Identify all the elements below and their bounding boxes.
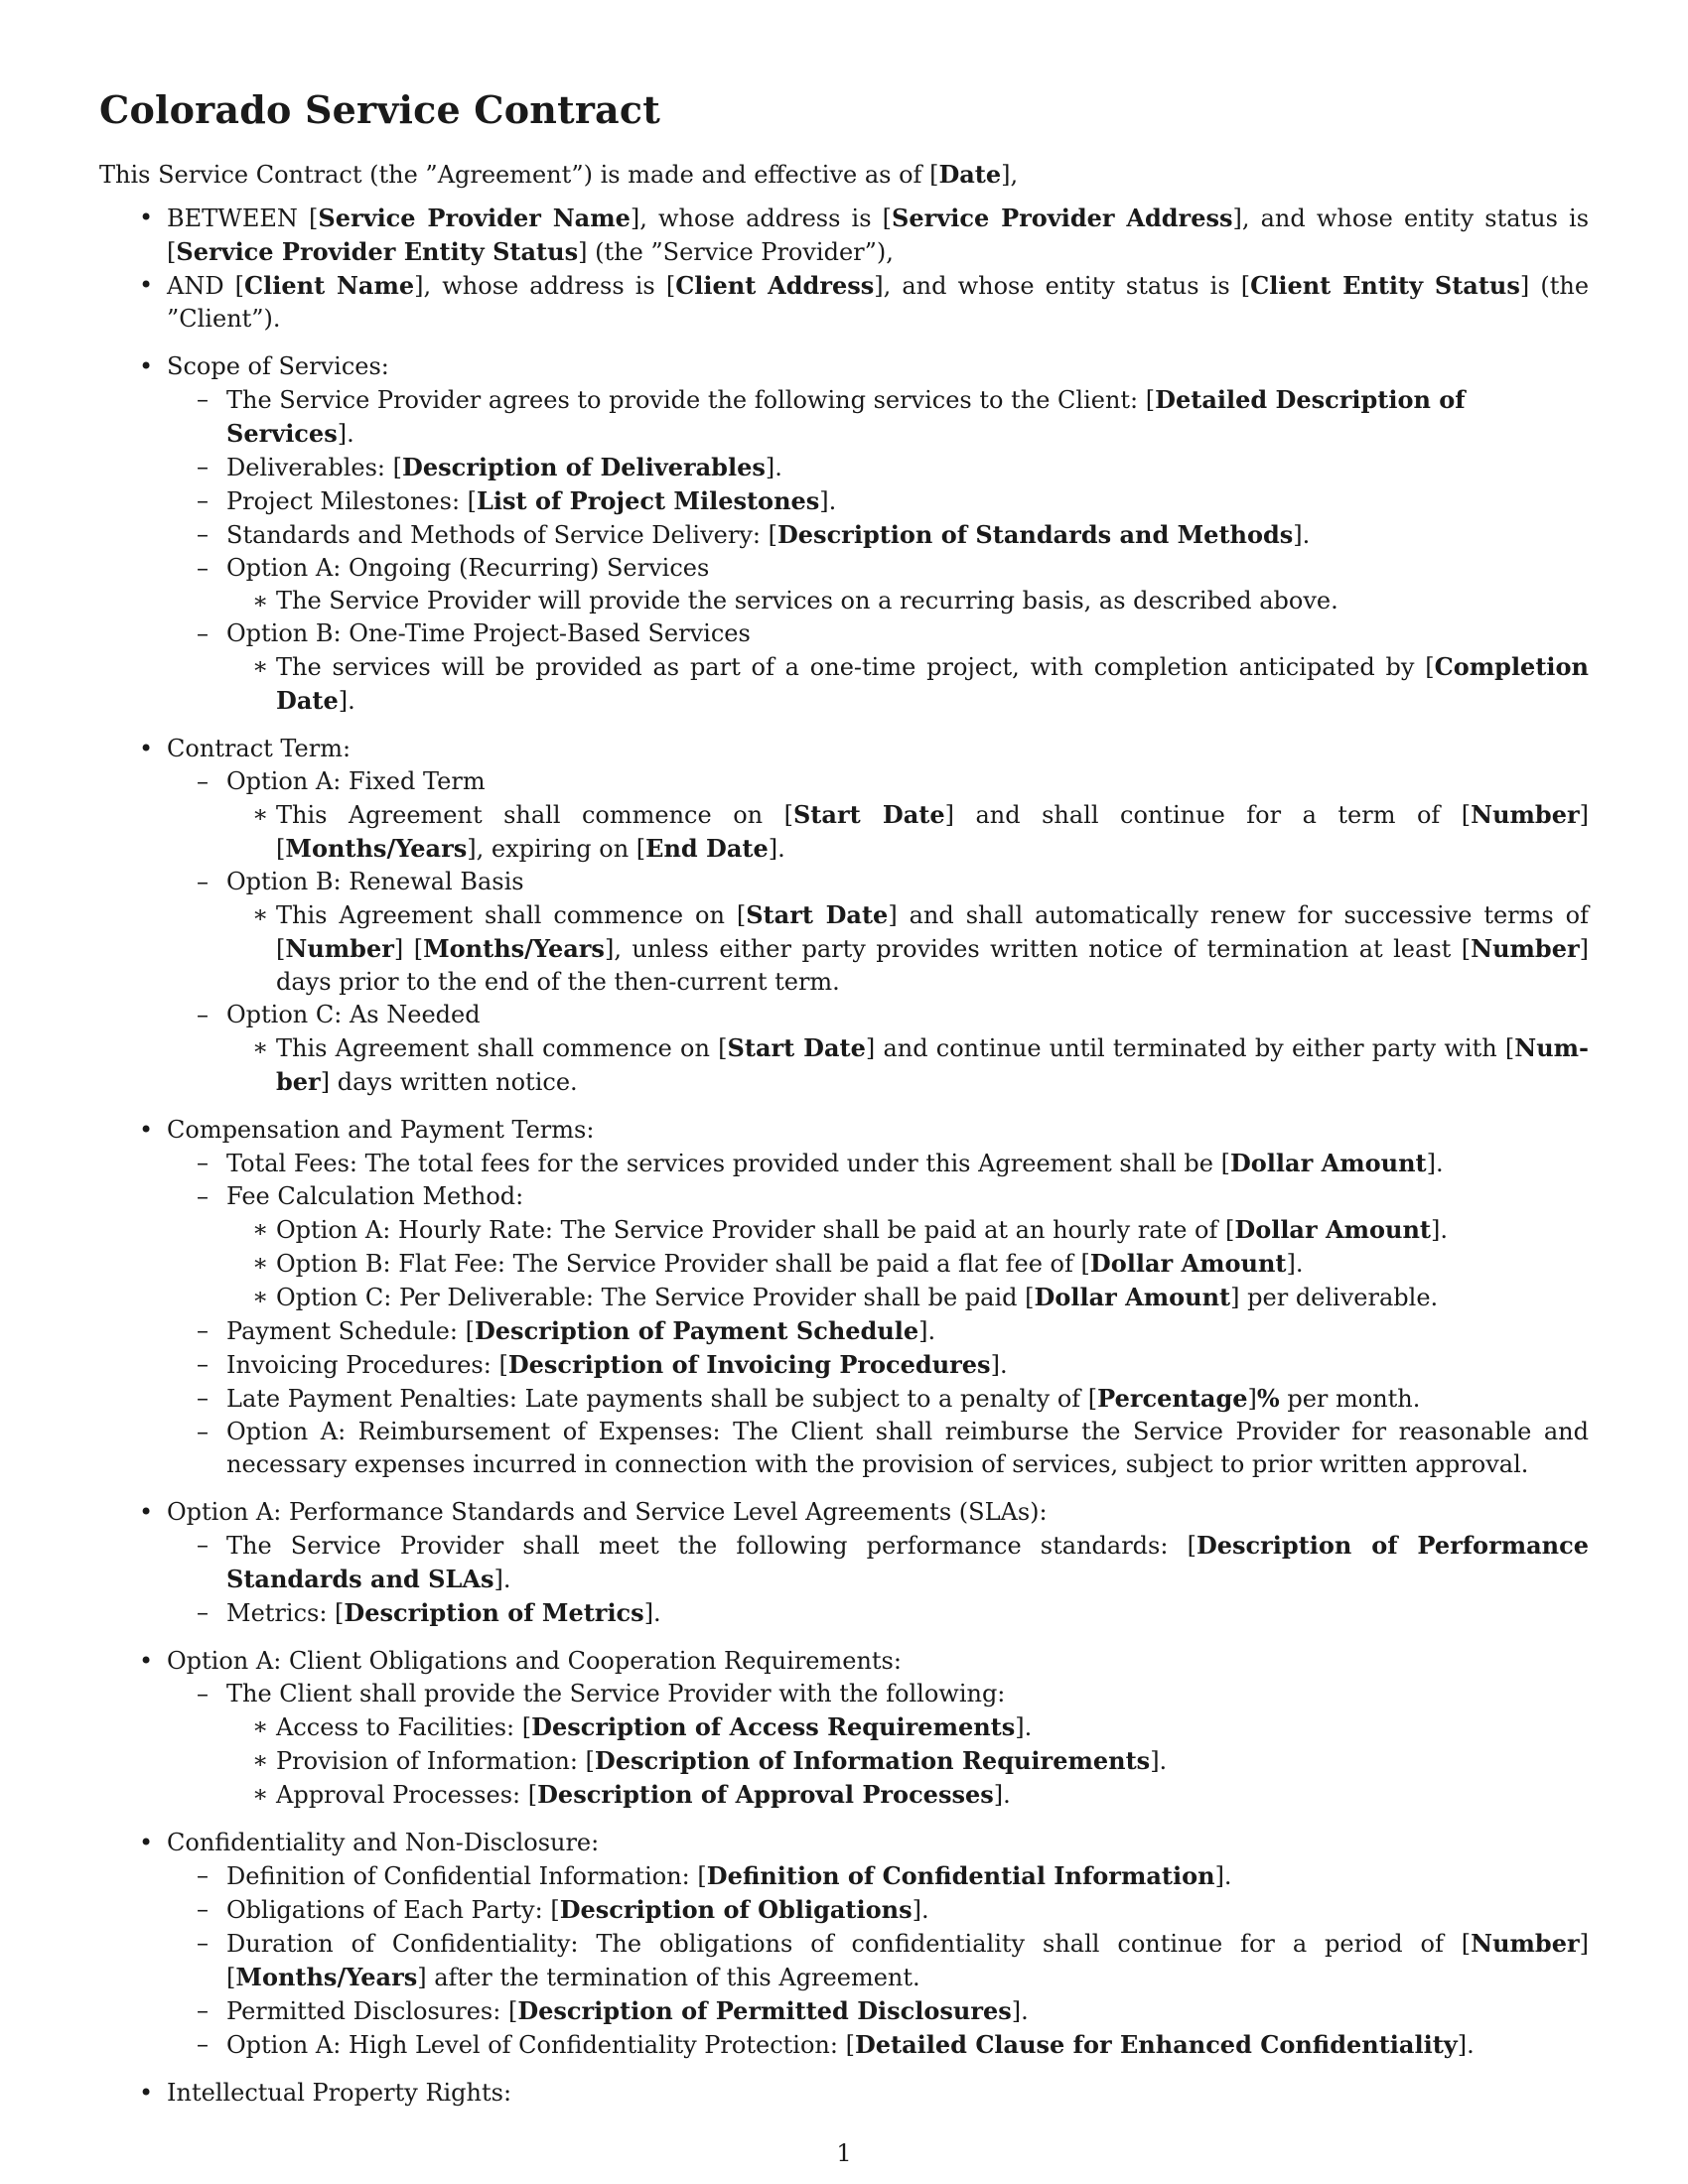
list-item: ∗ Provision of Information: [Description of Information Requirements]. (226, 1744, 1589, 1778)
party-client: • AND [Client Name], whose address is [Client Address], and whose entity status is [Client Entity Status] (the ”Client”). (99, 269, 1589, 336)
list-item: ∗ This Agreement shall commence on [Start Date] and shall automatically renew for successive terms of [Number] [Months/Years], unless either party provides written notice of termination at least [Number] days prior to the end of the then-current term. (226, 898, 1589, 999)
list-item: – Deliverables: [Description of Deliverables]. (167, 451, 1589, 484)
list-item: – Option A: Ongoing (Recurring) Services ∗ The Service Provider will provide the services on a recurring basis, as described above. (167, 552, 1589, 617)
list-item: ∗ This Agreement shall commence on [Start Date] and shall continue for a term of [Number] [Months/Years], expiring on [End Date]. (226, 798, 1589, 866)
section-heading: Option A: Performance Standards and Service Level Agreements (SLAs): (167, 1498, 1048, 1526)
list-item: – Late Payment Penalties: Late payments shall be subject to a penalty of [Percentage]% per month. (167, 1382, 1589, 1416)
list-item: ∗ Access to Facilities: [Description of Access Requirements]. (226, 1710, 1589, 1744)
page-number: 1 (836, 2139, 852, 2167)
list-item: – Payment Schedule: [Description of Payment Schedule]. (167, 1314, 1589, 1348)
list-item: ∗ This Agreement shall commence on [Start Date] and continue until terminated by either party with [Number] days written notice. (226, 1031, 1589, 1099)
list-item: – Option B: Renewal Basis ∗ This Agreement shall commence on [Start Date] and shall automatically renew for successive terms of [Number] [Months/Years], unless either party provides written notice of termination at least [Number] days prior to the end of the then-current term. (167, 866, 1589, 999)
section-heading: Confidentiality and Non-Disclosure: (167, 1829, 600, 1856)
section-client-obligations (99, 1645, 1589, 1812)
section-confidentiality (99, 1827, 1589, 2062)
list-item: – Duration of Confidentiality: The obligations of confidentiality shall continue for a period of [Number] [Months/Years] after the termination of this Agreement. (167, 1927, 1589, 1994)
section-ip (99, 2077, 1589, 2110)
list-item: ∗ Option A: Hourly Rate: The Service Provider shall be paid at an hourly rate of [Dollar Amount]. (226, 1213, 1589, 1247)
list-item: ∗ The services will be provided as part of a one-time project, with completion anticipated by [Completion Date]. (226, 650, 1589, 718)
section-heading: Intellectual Property Rights: (167, 2079, 512, 2107)
list-item: ∗ Option B: Flat Fee: The Service Provider shall be paid a flat fee of [Dollar Amount]. (226, 1247, 1589, 1281)
document-title: Colorado Service Contract (99, 87, 660, 132)
list-item: – The Service Provider shall meet the following performance standards: [Description of Performance Standards and SLAs]. (167, 1529, 1589, 1596)
list-item: – Obligations of Each Party: [Description of Obligations]. (167, 1893, 1589, 1927)
list-item: – Invoicing Procedures: [Description of Invoicing Procedures]. (167, 1348, 1589, 1382)
list-item: – Option C: As Needed ∗ This Agreement shall commence on [Start Date] and continue until terminated by either party with [Number] days written notice. (167, 999, 1589, 1099)
list-item: – Definition of Confidential Information: [Definition of Confidential Information]. (167, 1859, 1589, 1893)
list-item: – Standards and Methods of Service Delivery: [Description of Standards and Methods]. (167, 518, 1589, 552)
section-scope (99, 350, 1589, 718)
list-item: ∗ Approval Processes: [Description of Approval Processes]. (226, 1778, 1589, 1812)
section-compensation (99, 1114, 1589, 1481)
list-item: – Option B: One-Time Project-Based Services ∗ The services will be provided as part of a one-time project, with completion anticipated by [Completion Date]. (167, 617, 1589, 718)
list-item: – Option A: Reimbursement of Expenses: The Client shall reimburse the Service Provider for reasonable and necessary expenses incurred in connection with the provision of services, subject to prior written approval. (167, 1416, 1589, 1481)
list-item: – Total Fees: The total fees for the services provided under this Agreement shall be [Dollar Amount]. (167, 1147, 1589, 1180)
parties-list (99, 202, 1589, 336)
list-item: ∗ The Service Provider will provide the services on a recurring basis, as described above. (226, 585, 1589, 617)
section-term (99, 733, 1589, 1099)
list-item: ∗ Option C: Per Deliverable: The Service Provider shall be paid [Dollar Amount] per deliverable. (226, 1281, 1589, 1314)
list-item: – Option A: High Level of Confidentiality Protection: [Detailed Clause for Enhanced Confidentiality]. (167, 2028, 1589, 2062)
section-heading: Compensation and Payment Terms: (167, 1116, 595, 1144)
list-item: – Permitted Disclosures: [Description of Permitted Disclosures]. (167, 1994, 1589, 2028)
list-item: – Fee Calculation Method: ∗ Option A: Hourly Rate: The Service Provider shall be paid at an hourly rate of [Dollar Amount]. ∗ Option B: Flat Fee: The Service Provider shall be paid a flat fee of [Dollar Amount]. ∗ Option C: Per Deliverable: The Service Provider shall be paid [Dollar Amount] per deliverable. (167, 1180, 1589, 1314)
section-heading: Scope of Services: (167, 352, 389, 380)
placeholder-date: Date (938, 160, 1002, 189)
section-heading: Option A: Client Obligations and Cooperation Requirements: (167, 1647, 902, 1675)
list-item: – Metrics: [Description of Metrics]. (167, 1596, 1589, 1630)
list-item: – The Client shall provide the Service Provider with the following: ∗ Access to Facilities: [Description of Access Requirements]. ∗ Provision of Information: [Description of Information Requirements]. ∗ Approval Processes: [Description of Approval Processes]. (167, 1678, 1589, 1812)
list-item: – Option A: Fixed Term ∗ This Agreement shall commence on [Start Date] and shall continue for a term of [Number] [Months/Years], expiring on [End Date]. (167, 765, 1589, 866)
intro-paragraph: This Service Contract (the ”Agreement”) is made and effective as of [Date], (99, 160, 1019, 189)
list-item: – The Service Provider agrees to provide the following services to the Client: [Detailed Description of Services]. (167, 383, 1589, 451)
document-page (99, 87, 1589, 2110)
section-heading: Contract Term: (167, 735, 352, 762)
section-performance (99, 1496, 1589, 1630)
party-provider: • BETWEEN [Service Provider Name], whose address is [Service Provider Address], and whose entity status is [Service Provider Entity Status] (the ”Service Provider”), (99, 202, 1589, 269)
sections-list (99, 350, 1589, 2110)
list-item: – Project Milestones: [List of Project Milestones]. (167, 484, 1589, 518)
